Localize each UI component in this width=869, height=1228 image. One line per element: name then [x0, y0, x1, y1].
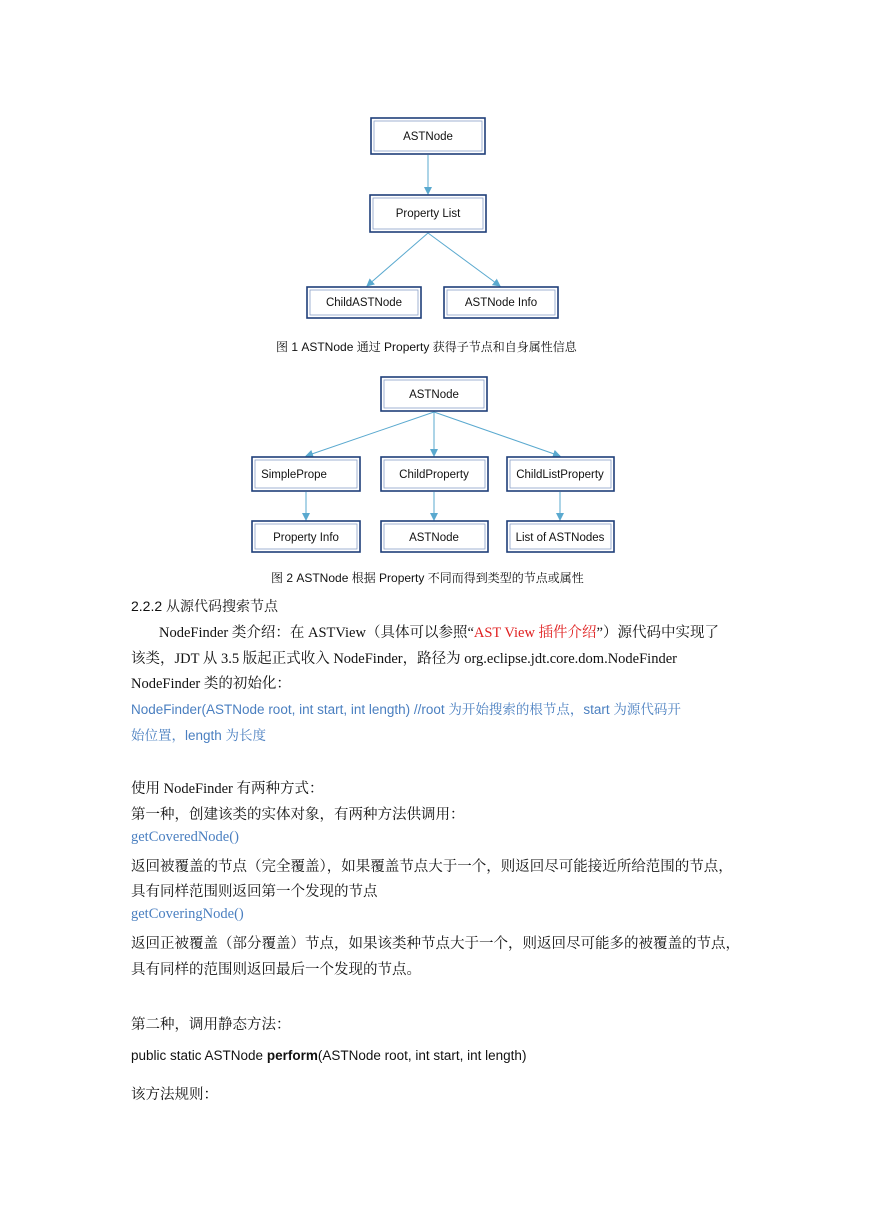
fig1-node-astnode-info: [444, 287, 558, 318]
constructor-line1: NodeFinder(ASTNode root, int start, int length) //root 为开始搜索的根节点，start 为源代码开: [131, 702, 681, 717]
method-get-covering-node: getCoveringNode(): [131, 906, 244, 922]
fig2-node-list-of-astnodes-label: List of ASTNodes: [515, 532, 605, 544]
diagrams: [0, 0, 869, 600]
usage-intro: 使用 NodeFinder 有两种方式：: [131, 781, 324, 797]
figure2-caption: 图 2 ASTNode 根据 Property 不同而得到类型的节点或属性: [271, 571, 584, 585]
fig2-node-astnode-root-label: ASTNode: [409, 389, 459, 401]
fig2-node-property-info: [252, 521, 360, 552]
intro-post: ”）源代码中实现了: [596, 625, 719, 641]
static-method-name: perform: [266, 1048, 318, 1063]
fig2-node-astnode-child-label: ASTNode: [409, 532, 459, 544]
init-label: NodeFinder 类的初始化：: [131, 676, 291, 692]
method1-desc-line2: 具有同样范围则返回第一个发现的节点: [131, 884, 378, 900]
static-method-signature: [131, 1048, 741, 1063]
edge-property-list-to-info: [428, 233, 500, 286]
way-two: 第二种，调用静态方法：: [131, 1017, 291, 1033]
fig1-node-child-astnode-label: ChildASTNode: [325, 297, 403, 309]
edge2-root-to-simple: [306, 412, 434, 456]
fig1-node-astnode-info-label: ASTNode Info: [464, 297, 538, 309]
fig2-node-list-of-astnodes: [507, 521, 614, 552]
ast-view-plugin-link[interactable]: AST View 插件介绍: [473, 625, 597, 641]
static-pre: public static ASTNode: [131, 1048, 267, 1063]
fig2-node-child-list-property: [507, 457, 614, 491]
edge-property-list-to-child: [367, 233, 428, 286]
intro-paragraph-line1: [159, 621, 769, 642]
fig2-node-astnode-root: [381, 377, 487, 411]
fig2-node-astnode-child: [381, 521, 488, 552]
method-rules-label: 该方法规则：: [131, 1087, 218, 1103]
fig2-node-simple-prope: [252, 457, 360, 491]
intro-paragraph-line2: 该类，JDT 从 3.5 版起正式收入 NodeFinder，路径为 org.eclipse.jdt.core.dom.NodeFinder: [131, 651, 677, 667]
method-get-covered-node: getCoveredNode(): [131, 829, 239, 845]
edge2-root-to-child-list: [434, 412, 560, 456]
fig2-node-child-property-label: ChildProperty: [399, 469, 469, 481]
fig1-node-property-list: [370, 195, 486, 232]
fig2-node-child-list-property-label: ChildListProperty: [516, 469, 604, 481]
fig1-node-astnode-label: ASTNode: [403, 131, 453, 143]
intro-pre: NodeFinder 类介绍：在 ASTView（具体可以参照“: [159, 625, 474, 641]
fig2-node-property-info-label: Property Info: [273, 532, 339, 544]
method1-desc-line1: 返回被覆盖的节点（完全覆盖），如果覆盖节点大于一个，则返回尽可能接近所给范围的节点，: [131, 859, 733, 875]
way-one: 第一种，创建该类的实体对象，有两种方法供调用：: [131, 807, 465, 823]
static-post: (ASTNode root, int start, int length): [317, 1048, 527, 1063]
method2-desc-line2: 具有同样的范围则返回最后一个发现的节点。: [131, 962, 421, 978]
fig1-node-child-astnode: [307, 287, 421, 318]
section-heading: 2.2.2 从源代码搜索节点: [131, 598, 279, 614]
fig2-node-simple-prope-label: SimplePrope: [261, 469, 327, 481]
figure1-caption: 图 1 ASTNode 通过 Property 获得子节点和自身属性信息: [276, 340, 577, 354]
fig1-node-property-list-label: Property List: [395, 208, 461, 220]
method2-desc-line1: 返回正被覆盖（部分覆盖）节点，如果该类种节点大于一个，则返回尽可能多的被覆盖的节点，: [131, 936, 740, 952]
fig1-node-astnode: [371, 118, 485, 154]
constructor-line2: 始位置，length 为长度: [131, 728, 267, 743]
fig2-node-child-property: [381, 457, 488, 491]
